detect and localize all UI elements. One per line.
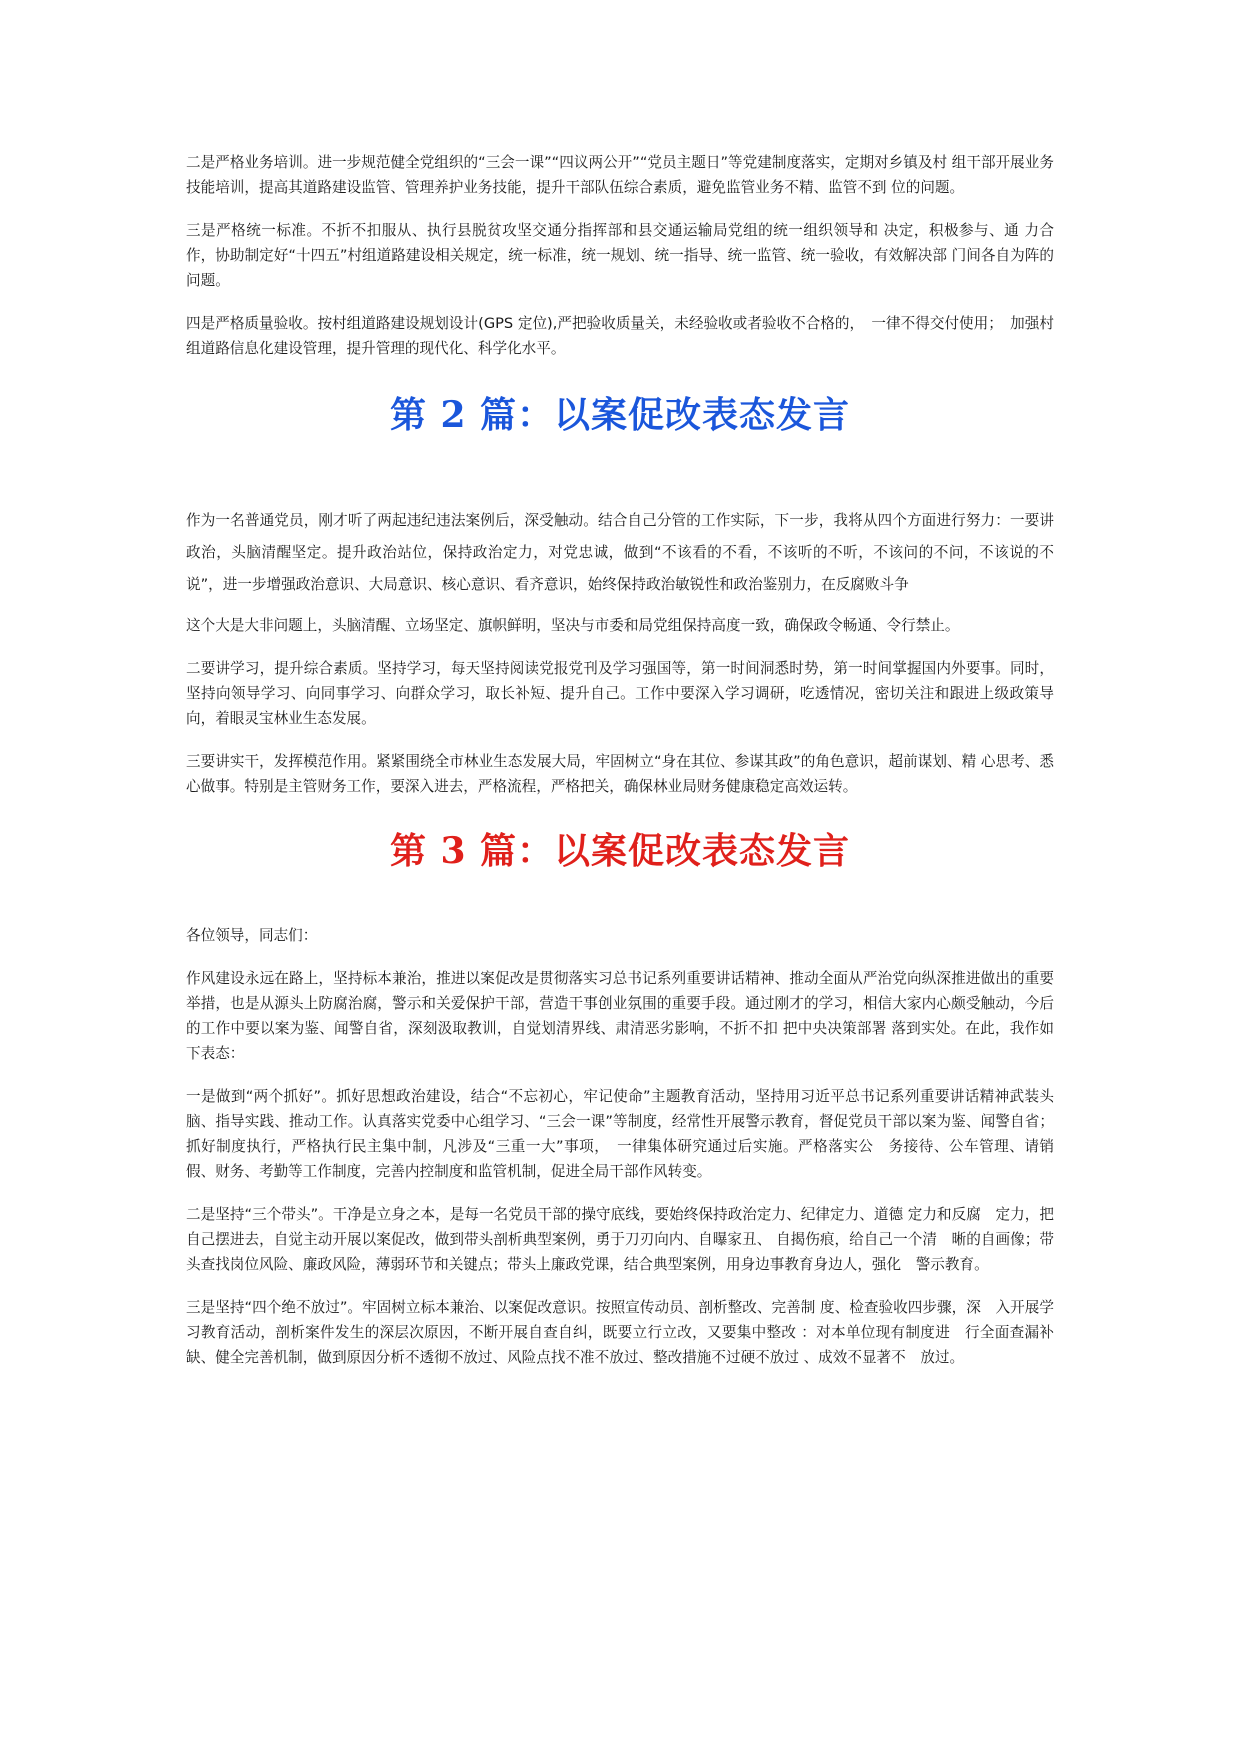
paragraph-politics: 作为一名普通党员，刚才听了两起违纪违法案例后，深受触动。结合自己分管的工作实际，下一步，我将从四个方面进行努力：一要讲政治，头脑清醒坚定。提升政治站位，保持政治定力，对党忠诚，做到“不该看的不看，不该听的不听，不该问的不问，不该说的不说”，进一步增强政治意识、大局意识、核心意识、看齐意识，始终保持政治敏锐性和政治鉴别力，在反腐败斗争 <box>186 512 1054 593</box>
paragraph-intro: 作风建设永远在路上，坚持标本兼治，推进以案促改是贯彻落实习总书记系列重要讲话精神、推动全面从严治党向纵深推进做出的重要举措，也是从源头上防腐治腐，警示和关爱保护干部，营造干事创业氛围的重要手段。通过刚才的学习，相信大家内心颇受触动，今后的工作中要以案为鉴、闻警自省，深刻汲取教训，自觉划清界线、肃清恶劣影响，不折不扣 把中央决策部署 落到实处。在此，我作如下表态： <box>186 970 1054 1062</box>
paragraph-three-leads: 二是坚持“三个带头”。干净是立身之本，是每一名党员干部的操守底线，要始终保持政治定力、纪律定力、道德 定力和反腐 定力，把自己摆进去，自觉主动开展以案促改，做到带头剖析典型案例，勇于刀刃向内、自曝家丑、 自揭伤痕，给自己一个清 晰的自画像；带头查找岗位风险、廉政风险，薄弱环节和关键点；带头上廉政党课，结合典型案例，用身边事教育身边人，强化 警示教育。 <box>186 1206 1054 1273</box>
paragraph-study: 二要讲学习，提升综合素质。坚持学习，每天坚持阅读党报党刊及学习强国等，第一时间洞悉时势，第一时间掌握国内外要事。同时，坚持向领导学习、向同事学习、向群众学习，取长补短、提升自己。工作中要深入学习调研，吃透情况，密切关注和跟进上级政策导向，着眼灵宝林业生态发展。 <box>186 660 1054 727</box>
paragraph-acceptance: 四是严格质量验收。按村组道路建设规划设计(GPS 定位),严把验收质量关，未经验收或者验收不合格的， 一律不得交付使用； 加强村组道路信息化建设管理，提升管理的现代化、科学化水平。 <box>186 315 1054 357</box>
paragraph-training: 二是严格业务培训。进一步规范健全党组织的“三会一课”“四议两公开”“党员主题日”等党建制度落实，定期对乡镇及村 组干部开展业务技能培训，提高其道路建设监管、管理养护业务技能，提升干部队伍综合素质，避免监管业务不精、监管不到 位的问题。 <box>186 154 1054 196</box>
paragraph-standard: 三是严格统一标准。不折不扣服从、执行县脱贫攻坚交通分指挥部和县交通运输局党组的统一组织领导和 决定，积极参与、通 力合作，协助制定好“十四五”村组道路建设相关规定，统一标准，统一规划、统一指导、统一监管、统一验收，有效解决部 门间各自为阵的问题。 <box>186 222 1054 289</box>
paragraph-politics-cont: 这个大是大非问题上，头脑清醒、立场坚定、旗帜鲜明，坚决与市委和局党组保持高度一致，确保政令畅通、令行禁止。 <box>186 617 960 634</box>
paragraph-four-never: 三是坚持“四个绝不放过”。牢固树立标本兼治、以案促改意识。按照宣传动员、剖析整改、完善制 度、检查验收四步骤，深 入开展学习教育活动，剖析案件发生的深层次原因，不断开展自查自纠，既要立行立改，又要集中整改 ：对本单位现有制度进 行全面查漏补缺、健全完善机制，做到原因分析不透彻不放过、风险点找不准不放过、整改措施不过硬不放过 、成效不显著不 放过。 <box>186 1299 1054 1366</box>
paragraph-two-goods: 一是做到“两个抓好”。抓好思想政治建设，结合“不忘初心，牢记使命”主题教育活动，坚持用习近平总书记系列重要讲话精神武装头脑、指导实践、推动工作。认真落实党委中心组学习、“三会一课”等制度，经常性开展警示教育，督促党员干部以案为鉴、闻警自省；抓好制度执行，严格执行民主集中制，凡涉及“三重一大”事项， 一律集体研究通过后实施。严格落实公 务接待、公车管理、请销假、财务、考勤等工作制度，完善内控制度和监管机制，促进全局干部作风转变。 <box>186 1088 1054 1180</box>
document-page <box>186 150 1054 1370</box>
section-3-title: 第 3 篇：以案促改表态发言 <box>389 830 851 872</box>
paragraph-practice: 三要讲实干，发挥模范作用。紧紧围绕全市林业生态发展大局，牢固树立“身在其位、参谋其政”的角色意识，超前谋划、精 心思考、悉心做事。特别是主管财务工作，要深入进去，严格流程，严格把关，确保林业局财务健康稳定高效运转。 <box>186 753 1054 795</box>
paragraph-greeting: 各位领导，同志们： <box>186 927 318 944</box>
section-2-title: 第 2 篇：以案促改表态发言 <box>389 394 851 436</box>
